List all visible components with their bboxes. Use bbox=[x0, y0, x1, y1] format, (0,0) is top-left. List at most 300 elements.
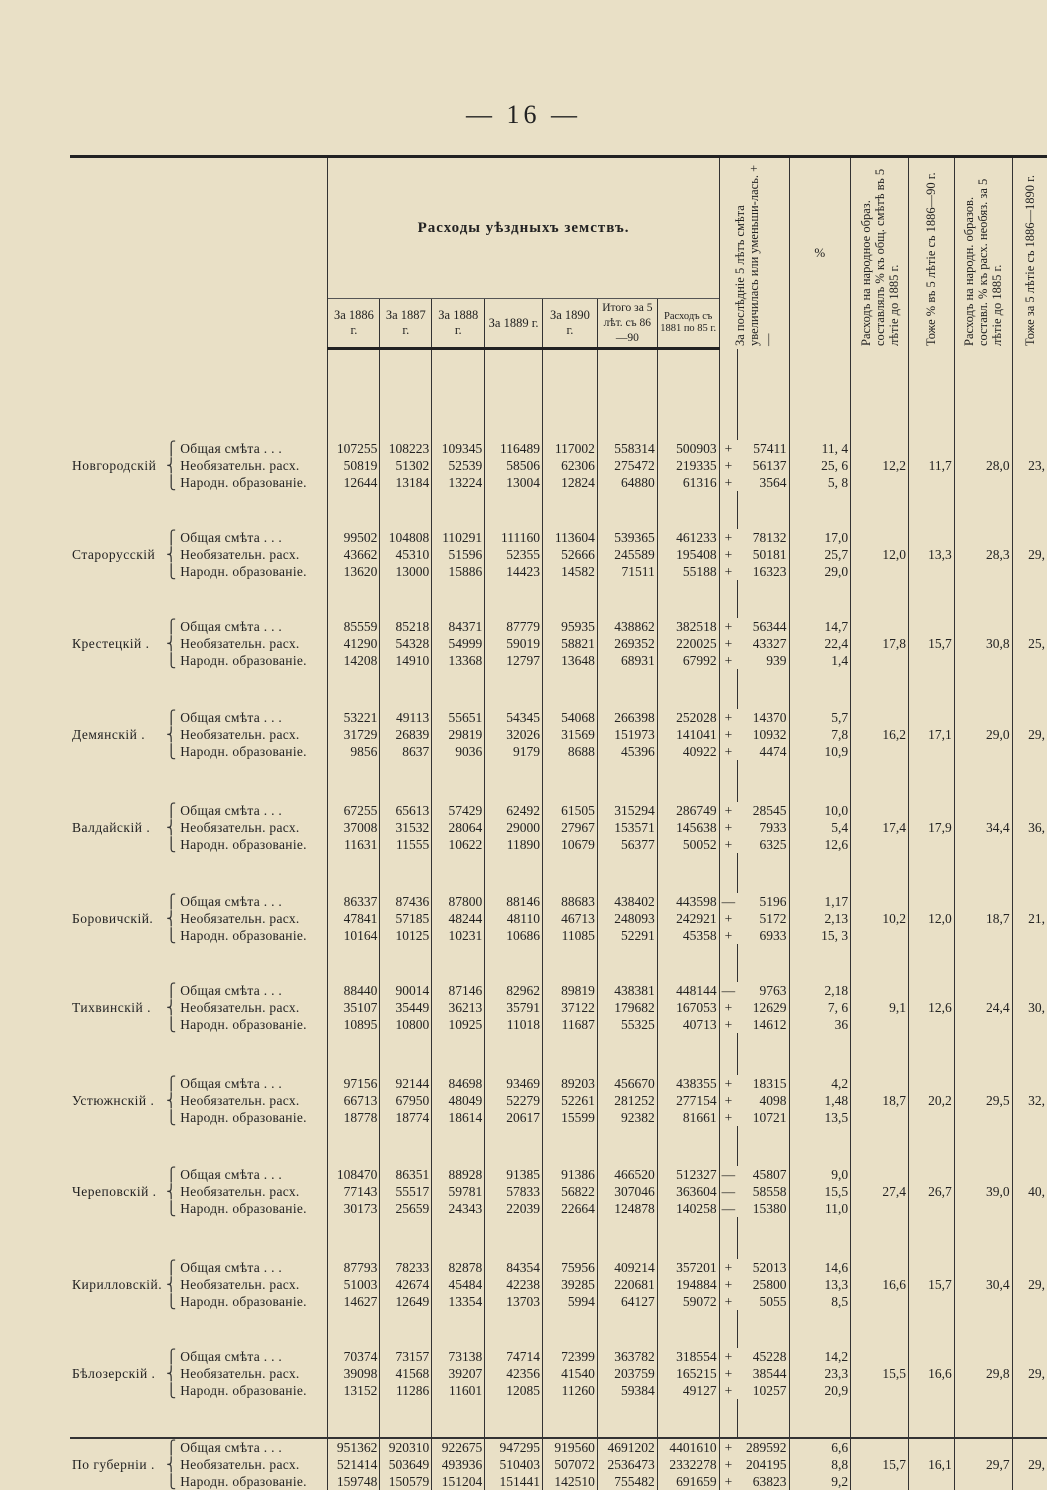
row-label: Общая смѣта . . . bbox=[180, 1167, 283, 1182]
change-sign: — bbox=[719, 1166, 737, 1183]
row-label: Необязательн. расх. bbox=[180, 1366, 300, 1381]
gap-cell bbox=[908, 944, 954, 982]
gap-cell bbox=[719, 944, 737, 982]
percent-value: 7, 6 bbox=[789, 999, 851, 1016]
expenditure-table bbox=[70, 155, 1047, 1490]
change-sign: — bbox=[719, 1183, 737, 1200]
gap-cell bbox=[328, 944, 380, 982]
gap-cell bbox=[70, 1217, 164, 1259]
percent-value: 9,0 bbox=[789, 1166, 851, 1183]
gap-cell bbox=[908, 1310, 954, 1348]
change-value: 45228 bbox=[752, 1349, 787, 1364]
value-cell: 82962 bbox=[485, 982, 543, 999]
row-label: Народн. образованіе. bbox=[180, 1474, 307, 1489]
value-cell: 142510 bbox=[543, 1473, 598, 1490]
gap-cell bbox=[737, 1217, 789, 1259]
header-percent: % bbox=[789, 157, 851, 349]
gap-cell bbox=[908, 1217, 954, 1259]
share-c3: 29,7 bbox=[954, 1438, 1012, 1490]
share-c4: 30, bbox=[1012, 982, 1047, 1033]
gap-cell bbox=[178, 580, 328, 618]
gap-cell bbox=[908, 669, 954, 709]
value-cell: 50052 bbox=[657, 836, 719, 853]
value-cell: 107255 bbox=[328, 440, 380, 457]
value-cell: 30173 bbox=[328, 1200, 380, 1217]
value-cell: 10895 bbox=[328, 1016, 380, 1033]
gap-cell bbox=[954, 669, 1012, 709]
gap-cell bbox=[380, 1126, 432, 1166]
value-cell: 84354 bbox=[485, 1259, 543, 1276]
value-cell: 10800 bbox=[380, 1016, 432, 1033]
gap-cell bbox=[328, 853, 380, 893]
district-name: Устюжнскій . bbox=[72, 1093, 155, 1108]
value-cell: 167053 bbox=[657, 999, 719, 1016]
value-cell: 99502 bbox=[328, 529, 380, 546]
value-cell: 277154 bbox=[657, 1092, 719, 1109]
change-value: 25800 bbox=[752, 1277, 787, 1292]
value-cell: 45358 bbox=[657, 927, 719, 944]
change-value: 9763 bbox=[759, 983, 787, 998]
value-cell: 62492 bbox=[485, 802, 543, 819]
value-cell: 11601 bbox=[432, 1382, 485, 1399]
row-label: Народн. образованіе. bbox=[180, 1017, 307, 1032]
percent-value: 2,13 bbox=[789, 910, 851, 927]
value-cell: 54328 bbox=[380, 635, 432, 652]
value-cell: 58506 bbox=[485, 457, 543, 474]
gap-cell bbox=[432, 1217, 485, 1259]
spacer-cell bbox=[789, 349, 851, 441]
value-cell: 150579 bbox=[380, 1473, 432, 1490]
gap-cell bbox=[789, 491, 851, 529]
value-cell: 55517 bbox=[380, 1183, 432, 1200]
value-cell: 275472 bbox=[597, 457, 657, 474]
gap-cell bbox=[543, 1399, 598, 1438]
gap-cell bbox=[851, 1126, 909, 1166]
gap-cell bbox=[719, 1033, 737, 1075]
brace-glyph: ⎨ bbox=[166, 547, 177, 562]
change-value: 4098 bbox=[759, 1093, 787, 1108]
value-cell: 13184 bbox=[380, 474, 432, 491]
percent-value: 5, 8 bbox=[789, 474, 851, 491]
share-c2: 16,1 bbox=[908, 1438, 954, 1490]
change-sign: + bbox=[719, 1473, 737, 1490]
header-share-1890: Тоже % въ 5 лѣтіе съ 1886—90 г. bbox=[908, 157, 954, 349]
percent-value: 29,0 bbox=[789, 563, 851, 580]
row-label: Необязательн. расх. bbox=[180, 1184, 300, 1199]
row-label: Народн. образованіе. bbox=[180, 653, 307, 668]
gap-cell bbox=[954, 760, 1012, 802]
table-row bbox=[70, 1075, 1047, 1092]
district-name: Валдайскій . bbox=[72, 820, 151, 835]
gap-cell bbox=[597, 1217, 657, 1259]
value-cell: 25659 bbox=[380, 1200, 432, 1217]
change-value: 50181 bbox=[752, 547, 787, 562]
value-cell: 93469 bbox=[485, 1075, 543, 1092]
value-cell: 65613 bbox=[380, 802, 432, 819]
value-cell: 88440 bbox=[328, 982, 380, 999]
value-cell: 53221 bbox=[328, 709, 380, 726]
spacer-cell bbox=[164, 349, 178, 441]
value-cell: 90014 bbox=[380, 982, 432, 999]
gap-cell bbox=[908, 580, 954, 618]
row-label: Необязательн. расх. bbox=[180, 458, 300, 473]
spacer-cell bbox=[597, 349, 657, 441]
gap-cell bbox=[737, 1310, 789, 1348]
gap-cell bbox=[380, 1217, 432, 1259]
gap-cell bbox=[543, 944, 598, 982]
value-cell: 140258 bbox=[657, 1200, 719, 1217]
share-c4: 23, bbox=[1012, 440, 1047, 491]
row-label: Общая смѣта . . . bbox=[180, 803, 283, 818]
row-label: Общая смѣта . . . bbox=[180, 1349, 283, 1364]
share-c3: 28,3 bbox=[954, 529, 1012, 580]
gap-cell bbox=[543, 1033, 598, 1075]
share-c2: 12,6 bbox=[908, 982, 954, 1033]
value-cell: 318554 bbox=[657, 1348, 719, 1365]
gap-cell bbox=[432, 491, 485, 529]
share-c2: 12,0 bbox=[908, 893, 954, 944]
row-label: Необязательн. расх. bbox=[180, 820, 300, 835]
value-cell: 75956 bbox=[543, 1259, 598, 1276]
value-cell: 87800 bbox=[432, 893, 485, 910]
gap-cell bbox=[380, 580, 432, 618]
gap-cell bbox=[954, 944, 1012, 982]
change-value: 289592 bbox=[737, 1438, 789, 1456]
gap-cell bbox=[657, 1033, 719, 1075]
value-cell: 165215 bbox=[657, 1365, 719, 1382]
gap-cell bbox=[178, 760, 328, 802]
gap-cell bbox=[657, 580, 719, 618]
value-cell: 438862 bbox=[597, 618, 657, 635]
gap-cell bbox=[789, 1033, 851, 1075]
gap-cell bbox=[737, 944, 789, 982]
share-c3: 29,5 bbox=[954, 1075, 1012, 1126]
header-total: Итого за 5 лѣт. съ 86—90 bbox=[597, 299, 657, 349]
gap-cell bbox=[719, 760, 737, 802]
row-label: Общая смѣта . . . bbox=[180, 1260, 283, 1275]
share-c4: 29, bbox=[1012, 1438, 1047, 1490]
spacer-cell bbox=[908, 349, 954, 441]
change-value: 10932 bbox=[752, 727, 787, 742]
value-cell: 558314 bbox=[597, 440, 657, 457]
change-sign: + bbox=[719, 1438, 737, 1456]
brace-glyph: ⎨ bbox=[166, 1184, 177, 1199]
gap-cell bbox=[1012, 669, 1047, 709]
value-cell: 74714 bbox=[485, 1348, 543, 1365]
gap-cell bbox=[657, 1399, 719, 1438]
gap-cell bbox=[485, 1399, 543, 1438]
value-cell: 50819 bbox=[328, 457, 380, 474]
row-label: Народн. образованіе. bbox=[180, 1294, 307, 1309]
change-value: 12629 bbox=[752, 1000, 787, 1015]
brace-glyph: ⎩ bbox=[166, 564, 177, 579]
value-cell: 32026 bbox=[485, 726, 543, 743]
gap-cell bbox=[908, 491, 954, 529]
brace-glyph: ⎩ bbox=[166, 1110, 177, 1125]
value-cell: 52291 bbox=[597, 927, 657, 944]
value-cell: 922675 bbox=[432, 1438, 485, 1456]
value-cell: 89203 bbox=[543, 1075, 598, 1092]
value-cell: 86337 bbox=[328, 893, 380, 910]
gap-cell bbox=[328, 760, 380, 802]
gap-cell bbox=[954, 580, 1012, 618]
value-cell: 36213 bbox=[432, 999, 485, 1016]
value-cell: 2536473 bbox=[597, 1456, 657, 1473]
share-c1: 27,4 bbox=[851, 1166, 909, 1217]
percent-value: 10,0 bbox=[789, 802, 851, 819]
value-cell: 13152 bbox=[328, 1382, 380, 1399]
value-cell: 503649 bbox=[380, 1456, 432, 1473]
table-row bbox=[70, 529, 1047, 546]
brace-glyph: ⎩ bbox=[166, 475, 177, 490]
gap-cell bbox=[328, 1310, 380, 1348]
value-cell: 13368 bbox=[432, 652, 485, 669]
district-name: Старорусскій bbox=[72, 547, 156, 562]
share-c1: 16,2 bbox=[851, 709, 909, 760]
share-c1: 18,7 bbox=[851, 1075, 909, 1126]
gap-cell bbox=[954, 1126, 1012, 1166]
change-value: 56344 bbox=[752, 619, 787, 634]
gap-cell bbox=[908, 1033, 954, 1075]
gap-cell bbox=[954, 1310, 1012, 1348]
share-c4: 25, bbox=[1012, 618, 1047, 669]
gap-cell bbox=[789, 580, 851, 618]
row-label: Необязательн. расх. bbox=[180, 1277, 300, 1292]
value-cell: 13703 bbox=[485, 1293, 543, 1310]
value-cell: 145638 bbox=[657, 819, 719, 836]
gap-cell bbox=[485, 669, 543, 709]
gap-cell bbox=[954, 1033, 1012, 1075]
value-cell: 48110 bbox=[485, 910, 543, 927]
value-cell: 57429 bbox=[432, 802, 485, 819]
gap-cell bbox=[719, 1126, 737, 1166]
value-cell: 87146 bbox=[432, 982, 485, 999]
value-cell: 57833 bbox=[485, 1183, 543, 1200]
brace-glyph: ⎧ bbox=[166, 1349, 177, 1364]
change-sign: + bbox=[719, 1382, 737, 1399]
value-cell: 49127 bbox=[657, 1382, 719, 1399]
value-cell: 13224 bbox=[432, 474, 485, 491]
value-cell: 85559 bbox=[328, 618, 380, 635]
row-label: Необязательн. расх. bbox=[180, 636, 300, 651]
gap-cell bbox=[1012, 760, 1047, 802]
share-c1: 12,0 bbox=[851, 529, 909, 580]
value-cell: 12644 bbox=[328, 474, 380, 491]
brace-glyph: ⎧ bbox=[166, 803, 177, 818]
change-value: 43327 bbox=[752, 636, 787, 651]
row-label: Народн. образованіе. bbox=[180, 1201, 307, 1216]
share-c2: 16,6 bbox=[908, 1348, 954, 1399]
spacer-cell bbox=[737, 349, 789, 441]
spacer-cell bbox=[432, 349, 485, 441]
gap-cell bbox=[164, 944, 178, 982]
gap-cell bbox=[789, 1217, 851, 1259]
value-cell: 55188 bbox=[657, 563, 719, 580]
gap-cell bbox=[70, 1033, 164, 1075]
value-cell: 461233 bbox=[657, 529, 719, 546]
gap-cell bbox=[737, 580, 789, 618]
change-sign: + bbox=[719, 1365, 737, 1382]
value-cell: 29819 bbox=[432, 726, 485, 743]
gap-cell bbox=[851, 944, 909, 982]
share-c1: 12,2 bbox=[851, 440, 909, 491]
gap-cell bbox=[543, 1126, 598, 1166]
header-opt-1890: Тоже за 5 лѣтіе съ 1886—1890 г. bbox=[1012, 157, 1047, 349]
value-cell: 61505 bbox=[543, 802, 598, 819]
row-label: Общая смѣта . . . bbox=[180, 710, 283, 725]
value-cell: 919560 bbox=[543, 1438, 598, 1456]
value-cell: 52539 bbox=[432, 457, 485, 474]
gap-cell bbox=[485, 853, 543, 893]
value-cell: 409214 bbox=[597, 1259, 657, 1276]
value-cell: 151973 bbox=[597, 726, 657, 743]
change-sign: + bbox=[719, 726, 737, 743]
row-label: Общая смѣта . . . bbox=[178, 1438, 328, 1456]
change-sign: + bbox=[719, 1293, 737, 1310]
percent-value: 11, 4 bbox=[789, 440, 851, 457]
value-cell: 12797 bbox=[485, 652, 543, 669]
percent-value: 8,5 bbox=[789, 1293, 851, 1310]
change-sign: + bbox=[719, 743, 737, 760]
value-cell: 448144 bbox=[657, 982, 719, 999]
value-cell: 8637 bbox=[380, 743, 432, 760]
value-cell: 54345 bbox=[485, 709, 543, 726]
share-c2: 15,7 bbox=[908, 1259, 954, 1310]
value-cell: 286749 bbox=[657, 802, 719, 819]
gap-cell bbox=[1012, 1033, 1047, 1075]
value-cell: 78233 bbox=[380, 1259, 432, 1276]
table-row bbox=[70, 1166, 1047, 1183]
gap-cell bbox=[432, 944, 485, 982]
row-label: Народн. образованіе. bbox=[180, 928, 307, 943]
value-cell: 110291 bbox=[432, 529, 485, 546]
value-cell: 35791 bbox=[485, 999, 543, 1016]
change-sign: + bbox=[719, 529, 737, 546]
value-cell: 88146 bbox=[485, 893, 543, 910]
value-cell: 27967 bbox=[543, 819, 598, 836]
value-cell: 18774 bbox=[380, 1109, 432, 1126]
value-cell: 31532 bbox=[380, 819, 432, 836]
change-value: 5055 bbox=[759, 1294, 787, 1309]
district-name: Череповскій . bbox=[72, 1184, 157, 1199]
gap-cell bbox=[380, 944, 432, 982]
row-label: Народн. образованіе. bbox=[180, 475, 307, 490]
gap-cell bbox=[737, 1399, 789, 1438]
value-cell: 13648 bbox=[543, 652, 598, 669]
percent-value: 13,3 bbox=[789, 1276, 851, 1293]
header-share-1885: Расходъ на народное образ. составлялъ % къ общ. смѣтѣ въ 5 лѣтіе до 1885 г. bbox=[851, 157, 909, 349]
value-cell: 15886 bbox=[432, 563, 485, 580]
gap-cell bbox=[485, 491, 543, 529]
percent-value: 20,9 bbox=[789, 1382, 851, 1399]
value-cell: 85218 bbox=[380, 618, 432, 635]
gap-cell bbox=[737, 760, 789, 802]
gap-cell bbox=[908, 760, 954, 802]
value-cell: 438402 bbox=[597, 893, 657, 910]
value-cell: 41540 bbox=[543, 1365, 598, 1382]
value-cell: 203759 bbox=[597, 1365, 657, 1382]
gap-cell bbox=[178, 669, 328, 709]
value-cell: 382518 bbox=[657, 618, 719, 635]
brace-glyph: ⎩ bbox=[166, 653, 177, 668]
value-cell: 22039 bbox=[485, 1200, 543, 1217]
change-value: 57411 bbox=[753, 441, 787, 456]
spacer-cell bbox=[328, 349, 380, 441]
value-cell: 8688 bbox=[543, 743, 598, 760]
value-cell: 11687 bbox=[543, 1016, 598, 1033]
value-cell: 18614 bbox=[432, 1109, 485, 1126]
page-number: — 16 — bbox=[466, 100, 581, 129]
gap-cell bbox=[178, 491, 328, 529]
gap-cell bbox=[954, 491, 1012, 529]
value-cell: 67950 bbox=[380, 1092, 432, 1109]
gap-cell bbox=[70, 944, 164, 982]
gap-cell bbox=[70, 491, 164, 529]
share-c4: 32, bbox=[1012, 1075, 1047, 1126]
value-cell: 117002 bbox=[543, 440, 598, 457]
table-row bbox=[70, 618, 1047, 635]
value-cell: 220681 bbox=[597, 1276, 657, 1293]
row-label: Народн. образованіе. bbox=[180, 744, 307, 759]
brace-glyph: ⎨ bbox=[166, 636, 177, 651]
gap-cell bbox=[1012, 944, 1047, 982]
value-cell: 9179 bbox=[485, 743, 543, 760]
change-value: 52013 bbox=[752, 1260, 787, 1275]
value-cell: 5994 bbox=[543, 1293, 598, 1310]
district-name: Кирилловскій. bbox=[72, 1277, 163, 1292]
change-sign: + bbox=[719, 618, 737, 635]
value-cell: 87436 bbox=[380, 893, 432, 910]
gap-cell bbox=[164, 853, 178, 893]
row-label: Необязательн. расх. bbox=[180, 1093, 300, 1108]
value-cell: 12649 bbox=[380, 1293, 432, 1310]
value-cell: 40713 bbox=[657, 1016, 719, 1033]
share-c3: 34,4 bbox=[954, 802, 1012, 853]
value-cell: 512327 bbox=[657, 1166, 719, 1183]
gap-cell bbox=[70, 669, 164, 709]
gap-cell bbox=[432, 760, 485, 802]
value-cell: 49113 bbox=[380, 709, 432, 726]
share-c2: 26,7 bbox=[908, 1166, 954, 1217]
value-cell: 64880 bbox=[597, 474, 657, 491]
value-cell: 510403 bbox=[485, 1456, 543, 1473]
value-cell: 4691202 bbox=[597, 1438, 657, 1456]
value-cell: 45396 bbox=[597, 743, 657, 760]
percent-value: 15,5 bbox=[789, 1183, 851, 1200]
change-sign: + bbox=[719, 1092, 737, 1109]
row-label: Необязательн. расх. bbox=[180, 547, 300, 562]
value-cell: 13620 bbox=[328, 563, 380, 580]
value-cell: 52279 bbox=[485, 1092, 543, 1109]
table-row bbox=[70, 1259, 1047, 1276]
value-cell: 39285 bbox=[543, 1276, 598, 1293]
value-cell: 10164 bbox=[328, 927, 380, 944]
percent-value: 14,2 bbox=[789, 1348, 851, 1365]
table-row bbox=[70, 802, 1047, 819]
value-cell: 194884 bbox=[657, 1276, 719, 1293]
value-cell: 266398 bbox=[597, 709, 657, 726]
gap-cell bbox=[1012, 1217, 1047, 1259]
value-cell: 219335 bbox=[657, 457, 719, 474]
gap-cell bbox=[719, 1399, 737, 1438]
row-label: Общая смѣта . . . bbox=[180, 1076, 283, 1091]
brace-glyph: ⎨ bbox=[166, 1093, 177, 1108]
value-cell: 52666 bbox=[543, 546, 598, 563]
value-cell: 15599 bbox=[543, 1109, 598, 1126]
header-change: За послѣдніе 5 лѣтъ смѣта увеличилась или уменьши-лась. + — bbox=[719, 157, 789, 349]
value-cell: 14582 bbox=[543, 563, 598, 580]
value-cell: 54999 bbox=[432, 635, 485, 652]
